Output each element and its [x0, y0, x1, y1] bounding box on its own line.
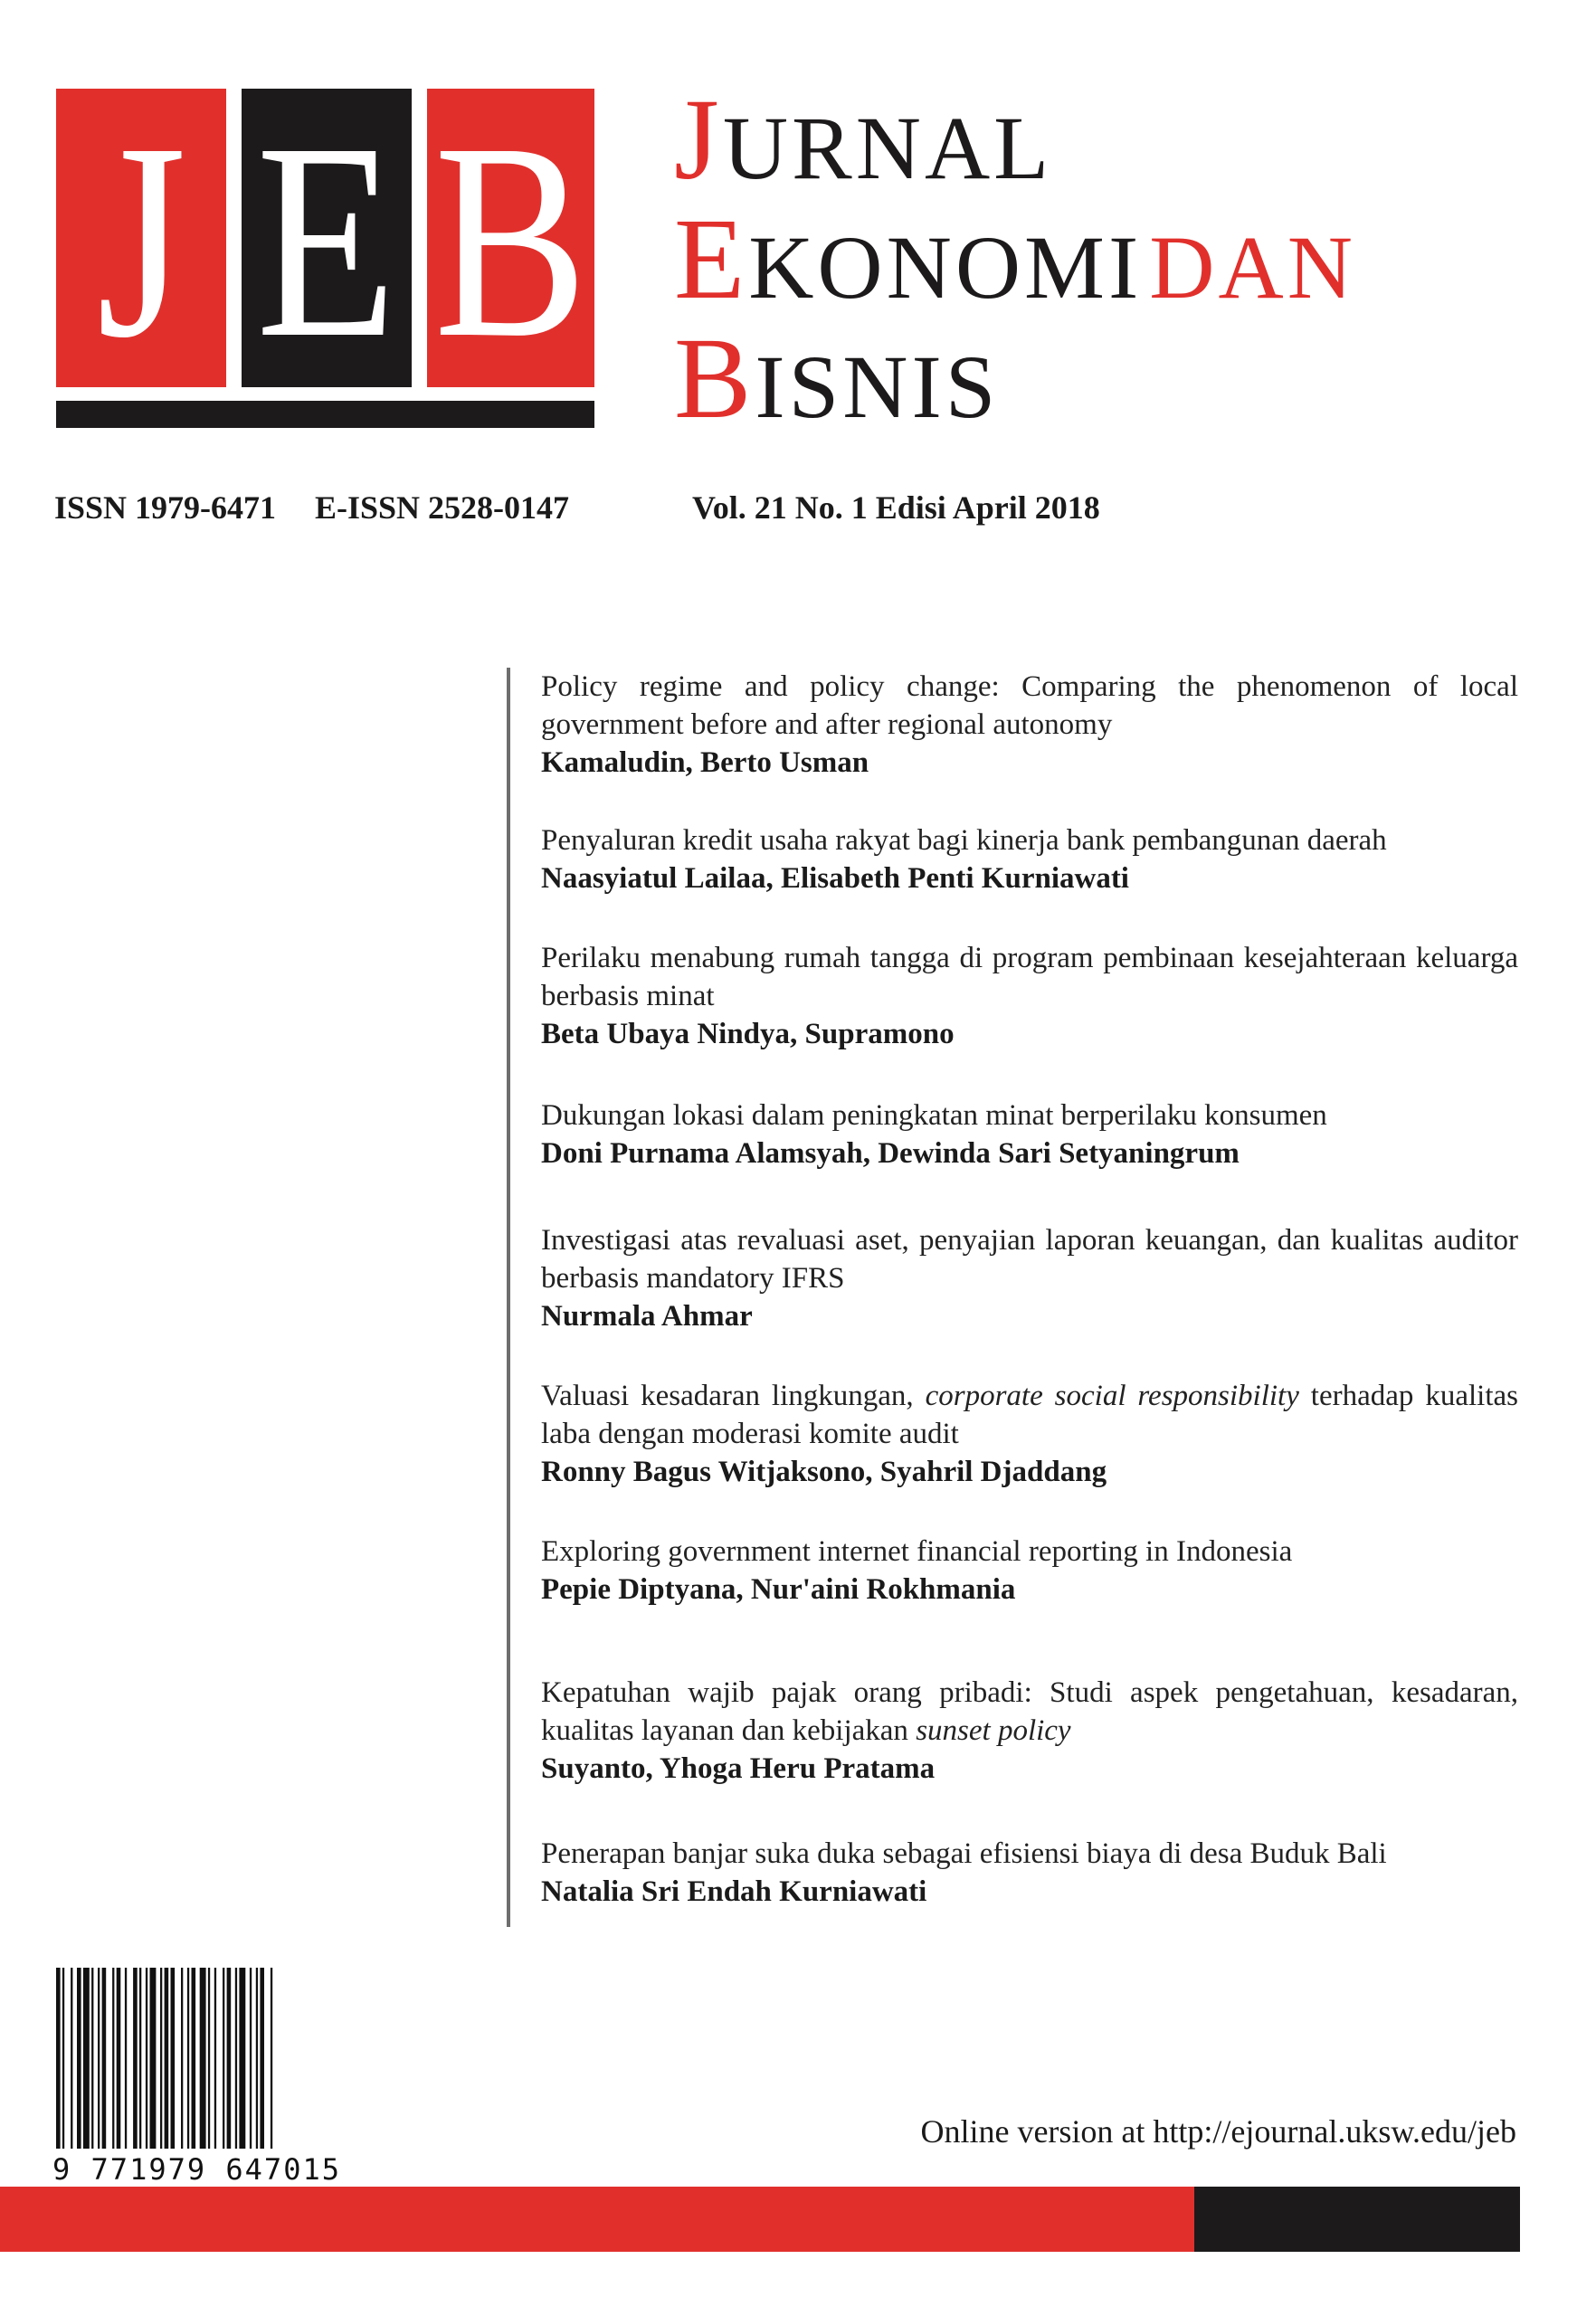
article-authors: Pepie Diptyana, Nur'aini Rokhmania: [541, 1573, 1016, 1606]
article-authors: Ronny Bagus Witjaksono, Syahril Djaddang: [541, 1456, 1107, 1488]
logo-letter-e: E: [256, 86, 397, 396]
article-item: [541, 1096, 1518, 1172]
article-title: [541, 1674, 1518, 1750]
logo-letter-j: J: [96, 86, 186, 396]
article-title-italic: sunset policy: [916, 1714, 1071, 1747]
barcode-bar: [102, 1968, 107, 2149]
barcode-bar: [56, 1968, 61, 2149]
barcode-bar: [181, 1968, 183, 2149]
title-word-isnis: ISNIS: [755, 337, 1000, 437]
logo-letter-b: B: [433, 86, 588, 396]
barcode-bar: [250, 1968, 252, 2149]
barcode-bar: [112, 1968, 114, 2149]
article-item: [541, 1835, 1518, 1911]
barcode-bar: [125, 1968, 127, 2149]
article-item: [541, 1533, 1518, 1609]
barcode-bar: [62, 1968, 64, 2149]
article-authors: Suyanto, Yhoga Heru Pratama: [541, 1752, 936, 1785]
barcode-bar: [150, 1968, 157, 2149]
barcode-digits: 9 771979 647015: [52, 2152, 341, 2187]
article-item: [541, 1377, 1518, 1491]
barcode-bar: [227, 1968, 232, 2149]
barcode-bar: [200, 1968, 206, 2149]
barcode-bar: [208, 1968, 210, 2149]
title-line-3: [674, 314, 1588, 442]
barcode-bar: [187, 1968, 189, 2149]
barcode-bar: [214, 1968, 216, 2149]
article-title: Perilaku menabung rumah tangga di program pembinaan kesejahteraan keluarga berbasis minat: [541, 942, 1518, 1012]
footer-bar-red: [0, 2187, 1194, 2252]
title-word-konomi: KONOMI: [748, 217, 1143, 318]
article-authors: Beta Ubaya Nindya, Supramono: [541, 1018, 955, 1050]
barcode-bar: [260, 1968, 264, 2149]
article-authors: Doni Purnama Alamsyah, Dewinda Sari Setyaningrum: [541, 1137, 1240, 1170]
barcode-bar: [239, 1968, 245, 2149]
title-cap-b: B: [674, 314, 755, 442]
issn-electronic: E-ISSN 2528-0147: [315, 489, 570, 526]
volume-issue: Vol. 21 No. 1 Edisi April 2018: [692, 489, 1100, 526]
logo-block-e: [242, 86, 412, 396]
article-title: Penyaluran kredit usaha rakyat bagi kinerja bank pembangunan daerah: [541, 824, 1387, 857]
title-word-urnal: URNAL: [722, 98, 1053, 198]
barcode-bar: [235, 1968, 237, 2149]
article-title: Policy regime and policy change: Comparing the phenomenon of local government before and after regional autonomy: [541, 670, 1518, 741]
barcode-bar: [83, 1968, 90, 2149]
barcode-bar: [271, 1968, 272, 2149]
barcode-bar: [160, 1968, 162, 2149]
article-title-text: terhadap kualitas laba dengan moderasi komite audit: [541, 1380, 1518, 1450]
title-line-1: [674, 75, 1588, 204]
article-authors: Nurmala Ahmar: [541, 1300, 753, 1333]
logo-block-b: [427, 86, 594, 396]
online-version-link[interactable]: Online version at http://ejournal.uksw.edu/jeb: [920, 2113, 1516, 2150]
article-item: [541, 821, 1518, 897]
article-authors: Kamaludin, Berto Usman: [541, 746, 869, 779]
barcode-bar: [91, 1968, 93, 2149]
article-authors: Naasyiatul Lailaa, Elisabeth Penti Kurniawati: [541, 862, 1129, 895]
footer-bar-black: [1194, 2187, 1520, 2252]
barcode-bar: [171, 1968, 176, 2149]
journal-title: [674, 75, 1588, 442]
article-title-text: Kepatuhan wajib pajak orang pribadi: Studi aspek pengetahuan, kesadaran, kualitas layanan dan kebijakan: [541, 1676, 1518, 1747]
barcode-bar: [133, 1968, 138, 2149]
article-title: Exploring government internet financial reporting in Indonesia: [541, 1535, 1293, 1568]
article-item: [541, 1674, 1518, 1788]
title-cap-e: E: [674, 195, 749, 323]
article-title: Investigasi atas revaluasi aset, penyajian laporan keuangan, dan kualitas auditor berbasis mandatory IFRS: [541, 1224, 1518, 1295]
barcode-bar: [223, 1968, 224, 2149]
logo-block-j: [56, 86, 226, 396]
barcode-bar: [146, 1968, 147, 2149]
article-item: [541, 939, 1518, 1053]
title-line-2: [674, 195, 1588, 323]
barcode-bars: [52, 1968, 351, 2149]
barcode-bar: [256, 1968, 258, 2149]
issn-print: ISSN 1979-6471: [54, 489, 277, 526]
barcode-bar: [117, 1968, 121, 2149]
title-cap-j: J: [674, 75, 723, 204]
barcode: [52, 1968, 351, 2194]
article-title: Dukungan lokasi dalam peningkatan minat berperilaku konsumen: [541, 1099, 1327, 1132]
article-title: [541, 1377, 1518, 1453]
barcode-bar: [165, 1968, 169, 2149]
barcode-bar: [71, 1968, 72, 2149]
article-authors: Natalia Sri Endah Kurniawati: [541, 1875, 927, 1908]
article-item: [541, 1221, 1518, 1335]
journal-logo: [56, 86, 594, 428]
article-item: [541, 668, 1518, 782]
barcode-bar: [139, 1968, 141, 2149]
barcode-bar: [98, 1968, 100, 2149]
title-word-dan: DAN: [1149, 217, 1356, 318]
article-title-italic: corporate social responsibility: [925, 1380, 1299, 1412]
barcode-bar: [77, 1968, 81, 2149]
article-title-text: Valuasi kesadaran lingkungan,: [541, 1380, 926, 1412]
article-title: Penerapan banjar suka duka sebagai efisiensi biaya di desa Buduk Bali: [541, 1837, 1387, 1870]
contents-divider: [507, 668, 510, 1927]
logo-underline: [56, 401, 594, 428]
barcode-bar: [192, 1968, 196, 2149]
